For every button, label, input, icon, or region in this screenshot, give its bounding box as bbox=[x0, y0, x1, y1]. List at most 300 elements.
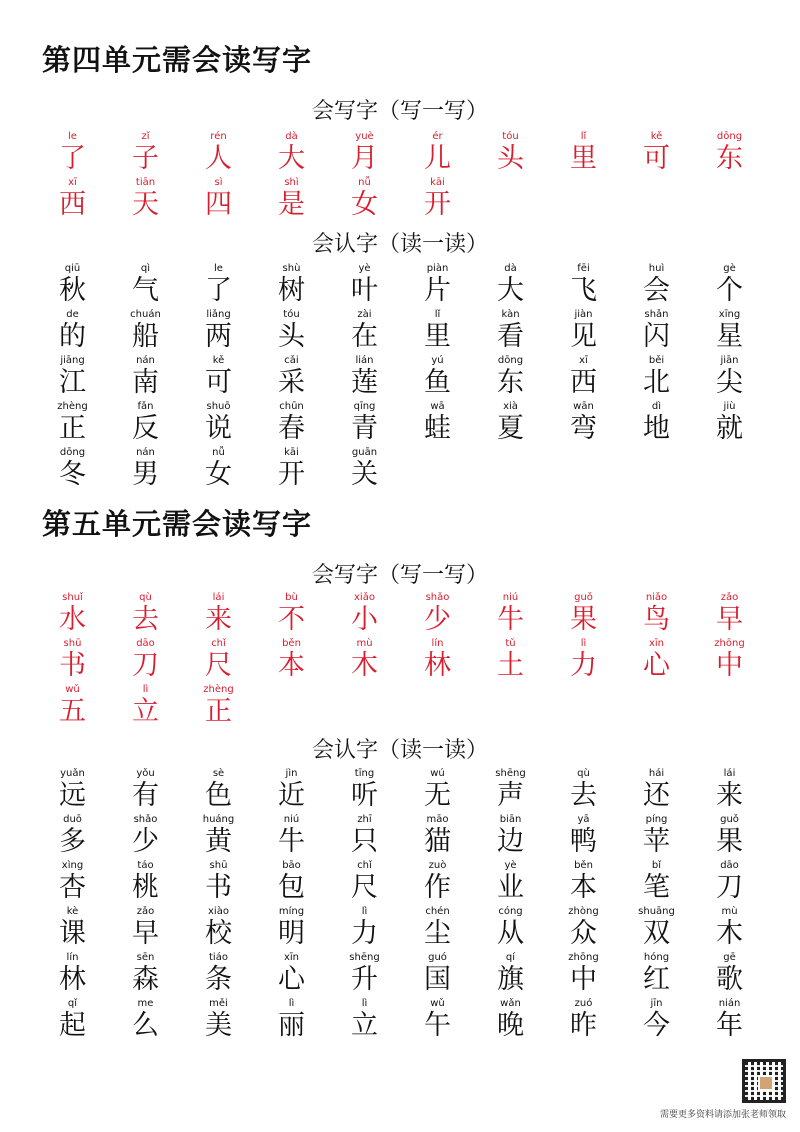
char-cell bbox=[255, 638, 328, 684]
hanzi: 来 bbox=[205, 604, 232, 635]
char-cell bbox=[36, 814, 109, 860]
pinyin: zhèng bbox=[57, 401, 88, 412]
char-cell bbox=[474, 906, 547, 952]
char-cell bbox=[328, 638, 401, 684]
pinyin: lì bbox=[580, 638, 587, 649]
char-cell bbox=[401, 592, 474, 638]
pinyin: kě bbox=[650, 131, 663, 142]
char-cell bbox=[547, 638, 620, 684]
char-cell bbox=[109, 906, 182, 952]
char-cell bbox=[401, 768, 474, 814]
hanzi: 只 bbox=[351, 826, 378, 857]
hanzi: 心 bbox=[643, 650, 670, 681]
hanzi: 课 bbox=[59, 918, 86, 949]
hanzi: 说 bbox=[205, 413, 232, 444]
pinyin: duō bbox=[63, 814, 82, 825]
pinyin: měi bbox=[209, 998, 228, 1009]
pinyin: de bbox=[66, 309, 79, 320]
hanzi: 了 bbox=[205, 275, 232, 306]
hanzi: 本 bbox=[570, 872, 597, 903]
char-cell bbox=[401, 638, 474, 684]
char-cell bbox=[693, 768, 766, 814]
char-cell bbox=[620, 638, 693, 684]
char-cell bbox=[36, 998, 109, 1044]
hanzi: 刀 bbox=[716, 872, 743, 903]
char-cell bbox=[693, 814, 766, 860]
unit5-title: 第五单元需会读写字 bbox=[42, 507, 313, 541]
pinyin: shì bbox=[284, 177, 299, 188]
char-cell bbox=[401, 177, 474, 223]
char-cell bbox=[109, 401, 182, 447]
pinyin: xī bbox=[579, 355, 588, 366]
char-cell bbox=[474, 131, 547, 177]
char-cell bbox=[547, 355, 620, 401]
pinyin: yuè bbox=[355, 131, 374, 142]
hanzi: 苹 bbox=[643, 826, 670, 857]
pinyin: gè bbox=[723, 263, 736, 274]
char-cell bbox=[693, 906, 766, 952]
char-cell bbox=[474, 355, 547, 401]
pinyin: tǔ bbox=[505, 638, 516, 649]
char-cell bbox=[401, 401, 474, 447]
pinyin: cóng bbox=[498, 906, 523, 917]
pinyin: yú bbox=[431, 355, 444, 366]
hanzi: 作 bbox=[424, 872, 451, 903]
pinyin: huì bbox=[648, 263, 665, 274]
pinyin: nán bbox=[136, 355, 155, 366]
hanzi: 林 bbox=[59, 964, 86, 995]
pinyin: zhōng bbox=[714, 638, 745, 649]
hanzi: 气 bbox=[132, 275, 159, 306]
pinyin: qì bbox=[140, 263, 151, 274]
char-cell bbox=[474, 860, 547, 906]
hanzi: 看 bbox=[497, 321, 524, 352]
char-cell bbox=[36, 447, 109, 493]
pinyin: dāo bbox=[136, 638, 155, 649]
pinyin: chén bbox=[425, 906, 450, 917]
hanzi: 夏 bbox=[497, 413, 524, 444]
pinyin: chǐ bbox=[211, 638, 226, 649]
pinyin: yuǎn bbox=[60, 768, 85, 779]
char-cell bbox=[36, 906, 109, 952]
hanzi: 少 bbox=[424, 604, 451, 635]
char-cell bbox=[182, 860, 255, 906]
pinyin: tiáo bbox=[209, 952, 228, 963]
pinyin: sēn bbox=[136, 952, 155, 963]
hanzi: 反 bbox=[132, 413, 159, 444]
char-cell bbox=[401, 906, 474, 952]
char-cell bbox=[401, 355, 474, 401]
pinyin: kě bbox=[212, 355, 225, 366]
hanzi: 条 bbox=[205, 964, 232, 995]
char-cell bbox=[328, 131, 401, 177]
unit5-read-grid bbox=[36, 768, 766, 1044]
hanzi: 猫 bbox=[424, 826, 451, 857]
hanzi: 笔 bbox=[643, 872, 670, 903]
hanzi: 采 bbox=[278, 367, 305, 398]
char-cell bbox=[620, 860, 693, 906]
pinyin: jiù bbox=[723, 401, 736, 412]
pinyin: míng bbox=[278, 906, 305, 917]
pinyin: xīng bbox=[718, 309, 741, 320]
char-cell bbox=[693, 592, 766, 638]
pinyin: zǐ bbox=[141, 131, 150, 142]
hanzi: 儿 bbox=[424, 143, 451, 174]
hanzi: 江 bbox=[59, 367, 86, 398]
pinyin: shēng bbox=[495, 768, 526, 779]
char-cell bbox=[36, 401, 109, 447]
pinyin: lì bbox=[361, 906, 368, 917]
unit5-write-title: 会写字（写一写） bbox=[311, 563, 488, 588]
hanzi: 昨 bbox=[570, 1010, 597, 1041]
char-cell bbox=[328, 592, 401, 638]
pinyin: xīn bbox=[283, 952, 300, 963]
hanzi: 头 bbox=[497, 143, 524, 174]
hanzi: 丽 bbox=[278, 1010, 305, 1041]
pinyin: yǒu bbox=[136, 768, 155, 779]
hanzi: 子 bbox=[132, 143, 159, 174]
hanzi: 歌 bbox=[716, 964, 743, 995]
pinyin: qù bbox=[139, 592, 152, 603]
hanzi: 女 bbox=[205, 459, 232, 490]
hanzi: 两 bbox=[205, 321, 232, 352]
hanzi: 少 bbox=[132, 826, 159, 857]
pinyin: hái bbox=[648, 768, 665, 779]
char-cell bbox=[109, 447, 182, 493]
char-cell bbox=[182, 952, 255, 998]
pinyin: lì bbox=[361, 998, 368, 1009]
pinyin: lái bbox=[723, 768, 736, 779]
hanzi: 书 bbox=[205, 872, 232, 903]
pinyin: táo bbox=[137, 860, 154, 871]
char-cell bbox=[109, 638, 182, 684]
char-cell bbox=[401, 131, 474, 177]
hanzi: 来 bbox=[716, 780, 743, 811]
pinyin: yè bbox=[358, 263, 371, 274]
hanzi: 北 bbox=[643, 367, 670, 398]
pinyin: dà bbox=[285, 131, 298, 142]
hanzi: 男 bbox=[132, 459, 159, 490]
pinyin: niú bbox=[502, 592, 519, 603]
pinyin: shuǐ bbox=[62, 592, 83, 603]
pinyin: guǒ bbox=[720, 814, 739, 825]
hanzi: 大 bbox=[497, 275, 524, 306]
hanzi: 中 bbox=[716, 650, 743, 681]
char-cell bbox=[109, 768, 182, 814]
pinyin: mù bbox=[356, 638, 373, 649]
char-cell bbox=[620, 592, 693, 638]
hanzi: 西 bbox=[570, 367, 597, 398]
pinyin: lì bbox=[142, 684, 149, 695]
pinyin: běn bbox=[282, 638, 301, 649]
pinyin: shū bbox=[209, 860, 228, 871]
hanzi: 力 bbox=[351, 918, 378, 949]
char-cell bbox=[620, 906, 693, 952]
char-cell bbox=[401, 860, 474, 906]
hanzi: 近 bbox=[278, 780, 305, 811]
pinyin: shuāng bbox=[638, 906, 675, 917]
pinyin: yè bbox=[504, 860, 517, 871]
char-cell bbox=[255, 952, 328, 998]
pinyin: wú bbox=[430, 768, 445, 779]
pinyin: xiǎo bbox=[354, 592, 375, 603]
char-cell bbox=[401, 998, 474, 1044]
char-cell bbox=[693, 263, 766, 309]
hanzi: 不 bbox=[278, 604, 305, 635]
hanzi: 里 bbox=[570, 143, 597, 174]
pinyin: niú bbox=[283, 814, 300, 825]
char-cell bbox=[547, 998, 620, 1044]
char-cell bbox=[693, 998, 766, 1044]
hanzi: 尖 bbox=[716, 367, 743, 398]
pinyin: lín bbox=[66, 952, 79, 963]
pinyin: lì bbox=[288, 998, 295, 1009]
char-cell bbox=[182, 814, 255, 860]
pinyin: me bbox=[137, 998, 154, 1009]
hanzi: 黄 bbox=[205, 826, 232, 857]
hanzi: 片 bbox=[424, 275, 451, 306]
hanzi: 牛 bbox=[278, 826, 305, 857]
hanzi: 立 bbox=[351, 1010, 378, 1041]
hanzi: 会 bbox=[643, 275, 670, 306]
hanzi: 有 bbox=[132, 780, 159, 811]
pinyin: běn bbox=[574, 860, 593, 871]
pinyin: xìng bbox=[61, 860, 84, 871]
pinyin: xīn bbox=[648, 638, 665, 649]
footer bbox=[660, 1059, 786, 1120]
char-cell bbox=[255, 906, 328, 952]
hanzi: 莲 bbox=[351, 367, 378, 398]
pinyin: jīn bbox=[650, 998, 663, 1009]
char-cell bbox=[547, 309, 620, 355]
hanzi: 旗 bbox=[497, 964, 524, 995]
pinyin: tiān bbox=[135, 177, 156, 188]
char-cell bbox=[474, 592, 547, 638]
char-cell bbox=[693, 309, 766, 355]
char-cell bbox=[474, 638, 547, 684]
hanzi: 开 bbox=[278, 459, 305, 490]
char-cell bbox=[182, 131, 255, 177]
hanzi: 正 bbox=[205, 696, 232, 727]
pinyin: lǐ bbox=[434, 309, 441, 320]
char-cell bbox=[182, 401, 255, 447]
pinyin: chūn bbox=[279, 401, 304, 412]
char-cell bbox=[401, 952, 474, 998]
unit4-title: 第四单元需会读写字 bbox=[42, 43, 313, 77]
char-cell bbox=[36, 309, 109, 355]
hanzi: 木 bbox=[716, 918, 743, 949]
char-cell bbox=[328, 814, 401, 860]
char-cell bbox=[182, 638, 255, 684]
pinyin: biān bbox=[499, 814, 522, 825]
pinyin: shù bbox=[282, 263, 301, 274]
char-cell bbox=[328, 952, 401, 998]
hanzi: 听 bbox=[351, 780, 378, 811]
hanzi: 红 bbox=[643, 964, 670, 995]
hanzi: 刀 bbox=[132, 650, 159, 681]
hanzi: 尺 bbox=[205, 650, 232, 681]
char-cell bbox=[328, 447, 401, 493]
hanzi: 关 bbox=[351, 459, 378, 490]
hanzi: 东 bbox=[497, 367, 524, 398]
char-cell bbox=[620, 263, 693, 309]
hanzi: 飞 bbox=[570, 275, 597, 306]
char-cell bbox=[109, 684, 182, 730]
char-cell bbox=[255, 447, 328, 493]
hanzi: 明 bbox=[278, 918, 305, 949]
hanzi: 美 bbox=[205, 1010, 232, 1041]
pinyin: niǎo bbox=[645, 592, 668, 603]
hanzi: 业 bbox=[497, 872, 524, 903]
char-cell bbox=[36, 768, 109, 814]
hanzi: 力 bbox=[570, 650, 597, 681]
pinyin: dōng bbox=[59, 447, 86, 458]
pinyin: qiū bbox=[64, 263, 81, 274]
hanzi: 双 bbox=[643, 918, 670, 949]
char-cell bbox=[620, 131, 693, 177]
hanzi: 地 bbox=[643, 413, 670, 444]
pinyin: gē bbox=[723, 952, 736, 963]
pinyin: dì bbox=[651, 401, 662, 412]
char-cell bbox=[255, 814, 328, 860]
hanzi: 立 bbox=[132, 696, 159, 727]
hanzi: 尘 bbox=[424, 918, 451, 949]
pinyin: chuán bbox=[130, 309, 161, 320]
hanzi: 四 bbox=[205, 189, 232, 220]
char-cell bbox=[620, 401, 693, 447]
char-cell bbox=[109, 309, 182, 355]
char-cell bbox=[693, 355, 766, 401]
char-cell bbox=[328, 860, 401, 906]
char-cell bbox=[255, 592, 328, 638]
hanzi: 树 bbox=[278, 275, 305, 306]
pinyin: ér bbox=[432, 131, 443, 142]
hanzi: 去 bbox=[570, 780, 597, 811]
hanzi: 包 bbox=[278, 872, 305, 903]
char-cell bbox=[328, 355, 401, 401]
hanzi: 林 bbox=[424, 650, 451, 681]
pinyin: hóng bbox=[643, 952, 670, 963]
hanzi: 见 bbox=[570, 321, 597, 352]
hanzi: 船 bbox=[132, 321, 159, 352]
hanzi: 小 bbox=[351, 604, 378, 635]
hanzi: 闪 bbox=[643, 321, 670, 352]
hanzi: 早 bbox=[716, 604, 743, 635]
char-cell bbox=[620, 952, 693, 998]
pinyin: dōng bbox=[497, 355, 524, 366]
pinyin: guó bbox=[428, 952, 447, 963]
hanzi: 升 bbox=[351, 964, 378, 995]
pinyin: wān bbox=[573, 401, 594, 412]
char-cell bbox=[36, 355, 109, 401]
char-cell bbox=[547, 263, 620, 309]
char-cell bbox=[328, 177, 401, 223]
char-cell bbox=[474, 309, 547, 355]
char-cell bbox=[620, 814, 693, 860]
char-cell bbox=[109, 592, 182, 638]
char-cell bbox=[547, 814, 620, 860]
pinyin: chǐ bbox=[357, 860, 372, 871]
pinyin: piàn bbox=[426, 263, 449, 274]
hanzi: 头 bbox=[278, 321, 305, 352]
pinyin: bǐ bbox=[651, 860, 662, 871]
pinyin: zhī bbox=[357, 814, 372, 825]
char-cell bbox=[255, 355, 328, 401]
pinyin: lái bbox=[212, 592, 225, 603]
char-cell bbox=[109, 131, 182, 177]
char-cell bbox=[693, 860, 766, 906]
pinyin: le bbox=[68, 131, 77, 142]
hanzi: 今 bbox=[643, 1010, 670, 1041]
char-cell bbox=[693, 131, 766, 177]
pinyin: fǎn bbox=[137, 401, 154, 412]
pinyin: nián bbox=[718, 998, 741, 1009]
hanzi: 南 bbox=[132, 367, 159, 398]
pinyin: cǎi bbox=[284, 355, 299, 366]
qr-code-icon[interactable] bbox=[742, 1059, 786, 1103]
char-cell bbox=[36, 592, 109, 638]
char-cell bbox=[255, 177, 328, 223]
char-cell bbox=[693, 401, 766, 447]
hanzi: 声 bbox=[497, 780, 524, 811]
char-cell bbox=[182, 309, 255, 355]
hanzi: 午 bbox=[424, 1010, 451, 1041]
char-cell bbox=[620, 309, 693, 355]
pinyin: qí bbox=[505, 952, 516, 963]
hanzi: 色 bbox=[205, 780, 232, 811]
pinyin: guǒ bbox=[574, 592, 593, 603]
char-cell bbox=[474, 998, 547, 1044]
pinyin: wǔ bbox=[430, 998, 445, 1009]
hanzi: 冬 bbox=[59, 459, 86, 490]
pinyin: rén bbox=[210, 131, 227, 142]
char-cell bbox=[36, 131, 109, 177]
char-cell bbox=[255, 131, 328, 177]
pinyin: yā bbox=[577, 814, 590, 825]
pinyin: xiào bbox=[208, 906, 229, 917]
char-cell bbox=[620, 998, 693, 1044]
pinyin: kāi bbox=[430, 177, 445, 188]
hanzi: 早 bbox=[132, 918, 159, 949]
pinyin: dāo bbox=[720, 860, 739, 871]
pinyin: tóu bbox=[502, 131, 519, 142]
char-cell bbox=[547, 906, 620, 952]
char-cell bbox=[328, 906, 401, 952]
char-cell bbox=[109, 952, 182, 998]
char-cell bbox=[547, 952, 620, 998]
pinyin: shǎn bbox=[644, 309, 669, 320]
pinyin: wā bbox=[430, 401, 445, 412]
pinyin: zǎo bbox=[136, 906, 155, 917]
hanzi: 蛙 bbox=[424, 413, 451, 444]
char-cell bbox=[693, 952, 766, 998]
hanzi: 杏 bbox=[59, 872, 86, 903]
char-cell bbox=[182, 355, 255, 401]
pinyin: le bbox=[214, 263, 223, 274]
hanzi: 就 bbox=[716, 413, 743, 444]
pinyin: nán bbox=[136, 447, 155, 458]
hanzi: 木 bbox=[351, 650, 378, 681]
pinyin: wǎn bbox=[500, 998, 521, 1009]
pinyin: wǔ bbox=[65, 684, 80, 695]
hanzi: 果 bbox=[716, 826, 743, 857]
pinyin: zhèng bbox=[203, 684, 234, 695]
char-cell bbox=[109, 860, 182, 906]
pinyin: xià bbox=[503, 401, 518, 412]
unit4-write-title: 会写字（写一写） bbox=[311, 99, 488, 124]
hanzi: 无 bbox=[424, 780, 451, 811]
hanzi: 中 bbox=[570, 964, 597, 995]
